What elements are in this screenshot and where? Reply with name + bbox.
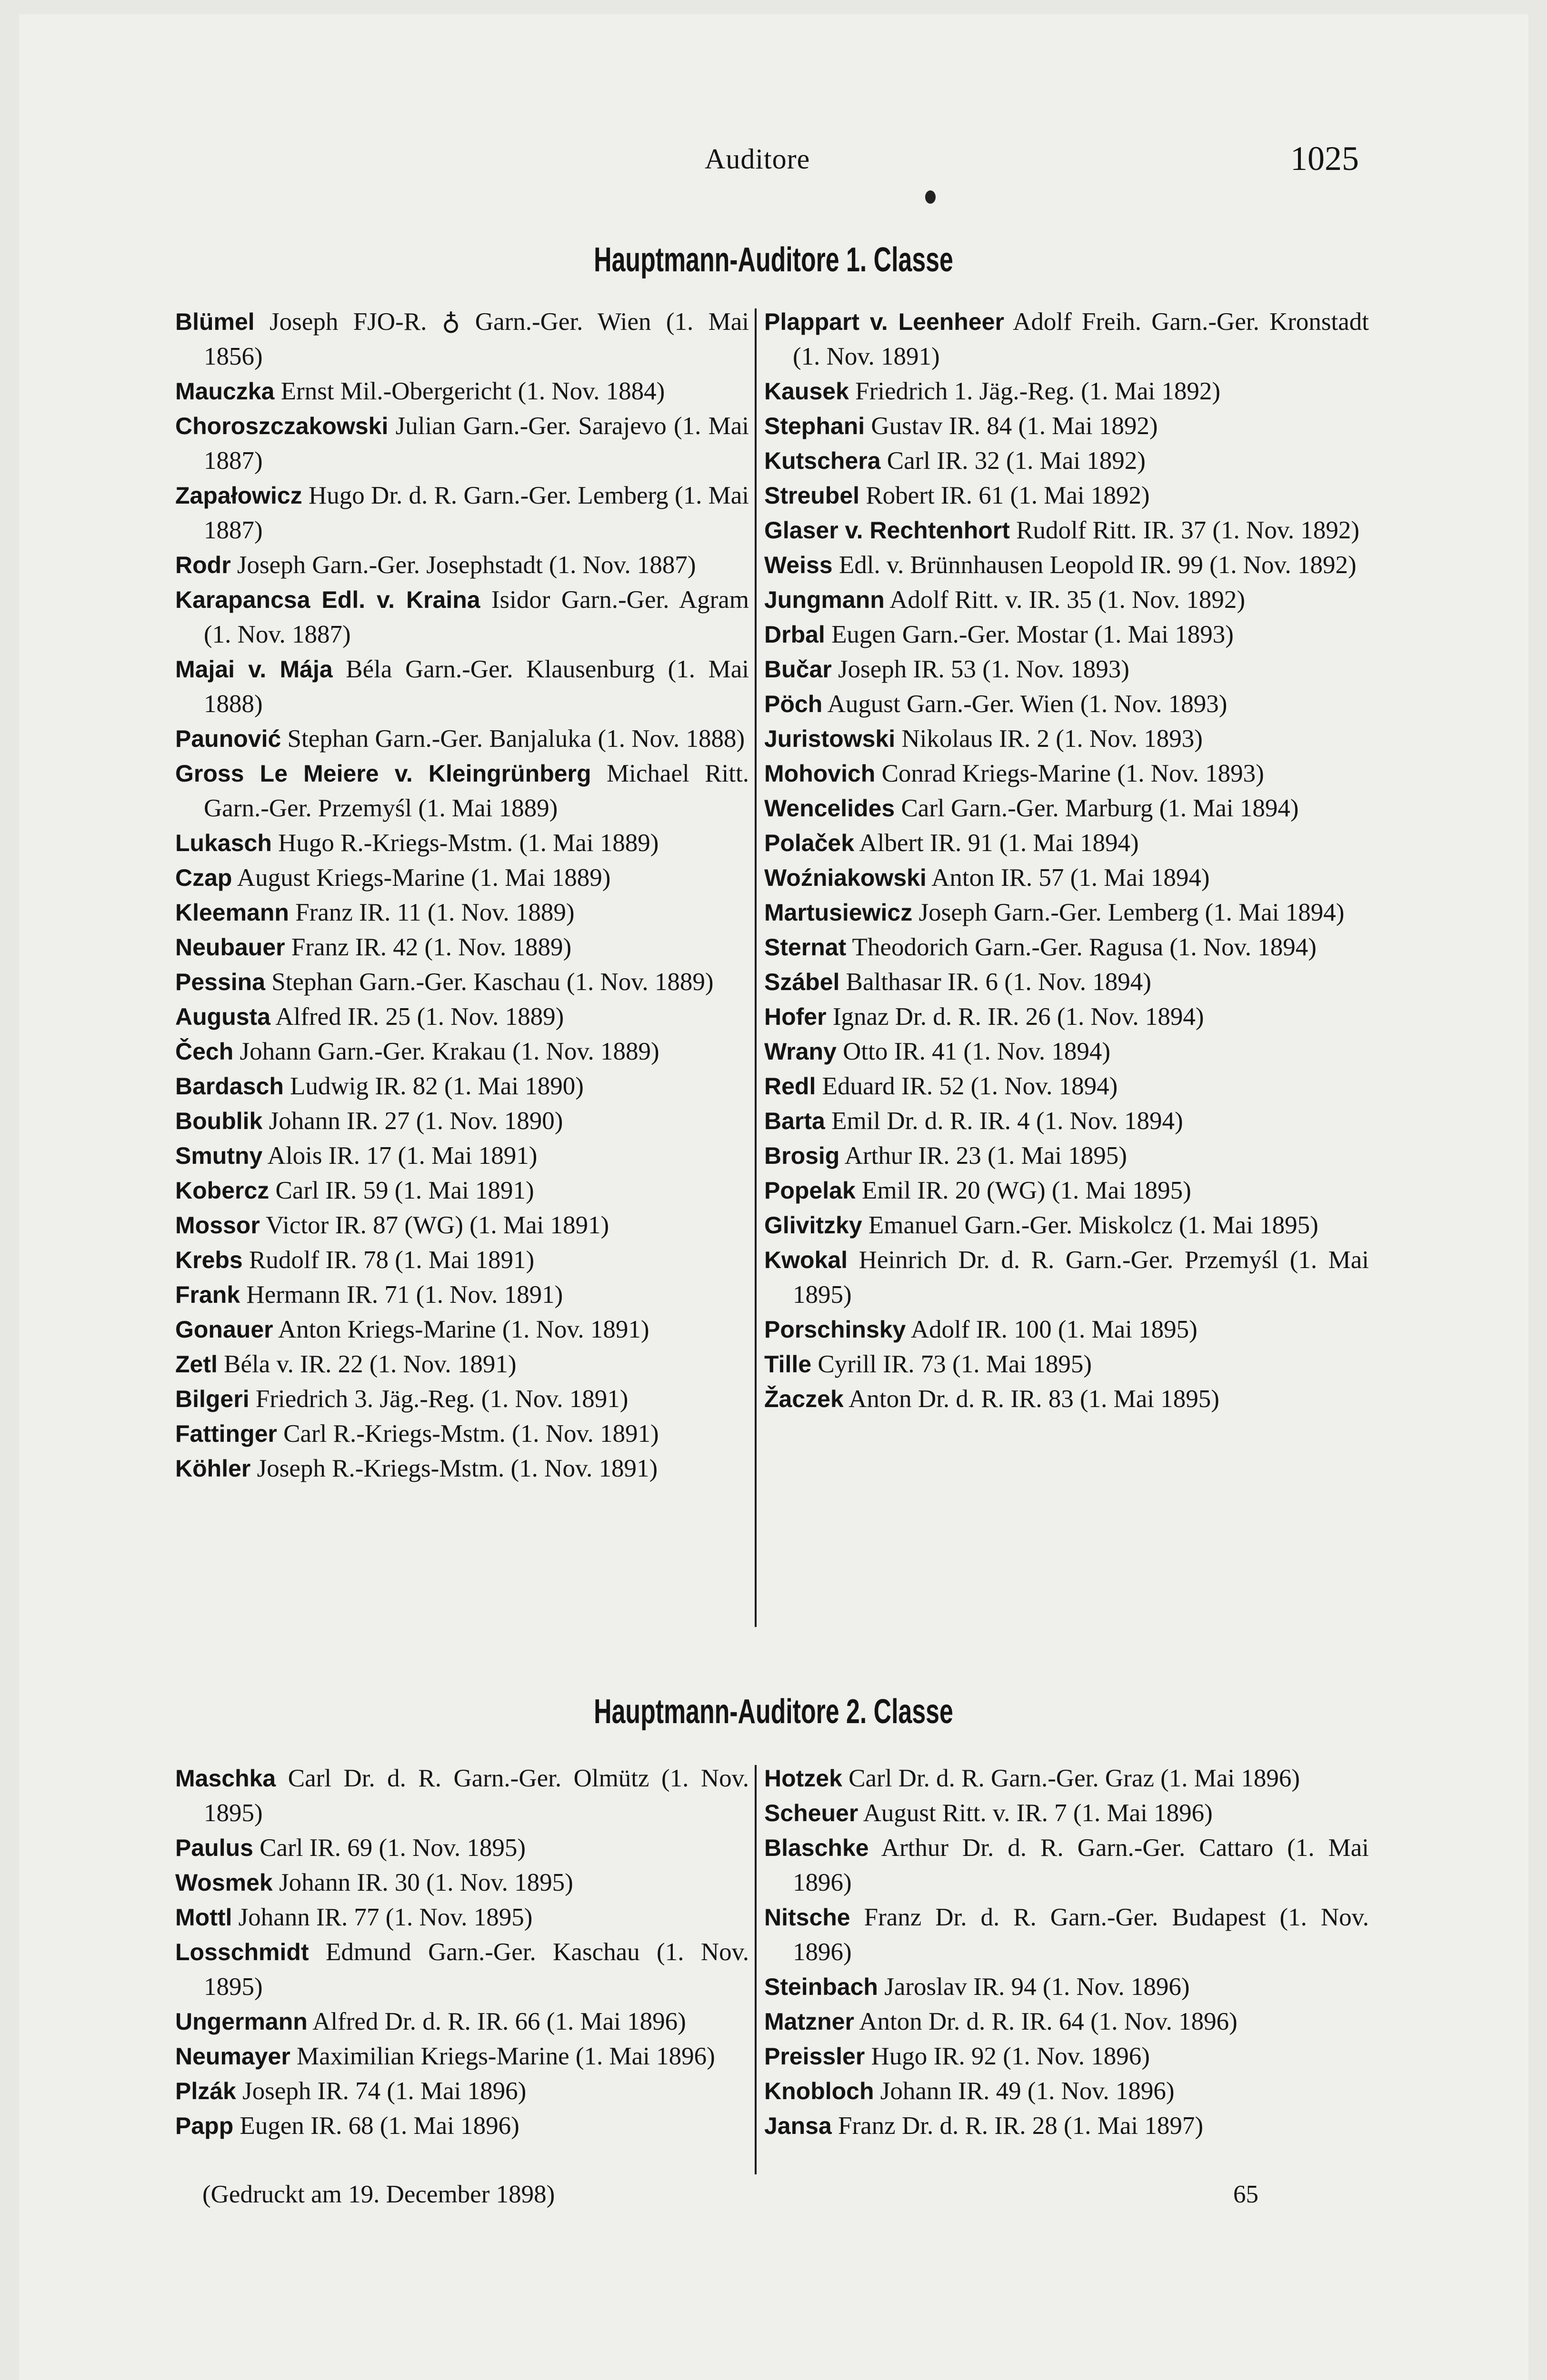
list-item (175, 1865, 749, 1900)
list-item (175, 1034, 749, 1069)
entry-surname: Zapałowicz (175, 482, 302, 509)
entry-details: Adolf Freih. Garn.-Ger. Kronstadt (1. Nov. 1891) (793, 308, 1369, 370)
list-item (175, 1243, 749, 1278)
entry-details: Emil Dr. d. R. IR. 4 (1. Nov. 1894) (825, 1107, 1183, 1135)
entry-details: August Kriegs-Marine (1. Mai 1889) (232, 864, 611, 892)
list-item (764, 374, 1369, 409)
list-item (175, 1761, 749, 1831)
list-item (175, 895, 749, 930)
list-item (175, 1451, 749, 1486)
entry-details: Eugen Garn.-Ger. Mostar (1. Mai 1893) (825, 621, 1234, 648)
list-item (764, 1970, 1369, 2004)
entry-surname: Fattinger (175, 1420, 277, 1447)
entry-surname: Maschka (175, 1765, 276, 1792)
list-item (764, 1382, 1369, 1417)
entry-surname: Kutschera (764, 447, 881, 474)
entry-details: Ignaz Dr. d. R. IR. 26 (1. Nov. 1894) (826, 1003, 1204, 1031)
entry-details: Anton Dr. d. R. IR. 64 (1. Nov. 1896) (854, 2008, 1238, 2035)
entry-details: Gustav IR. 84 (1. Mai 1892) (865, 412, 1158, 440)
list-item (175, 1000, 749, 1034)
column-rule-1 (755, 308, 757, 1627)
entry-details: Alois IR. 17 (1. Mai 1891) (262, 1142, 538, 1170)
list-item (764, 305, 1369, 374)
list-item (764, 1796, 1369, 1831)
list-item (175, 826, 749, 861)
list-item (764, 1139, 1369, 1173)
entry-surname: Czap (175, 864, 232, 891)
list-item (175, 2074, 749, 2109)
entry-surname: Neubauer (175, 934, 285, 961)
entry-details: Heinrich Dr. d. R. Garn.-Ger. Przemyśl (1. Mai 1895) (793, 1246, 1369, 1309)
entry-details: Theodorich Garn.-Ger. Ragusa (1. Nov. 1894) (846, 933, 1317, 961)
entry-surname: Smutny (175, 1142, 263, 1169)
entry-details: Johann IR. 49 (1. Nov. 1896) (874, 2077, 1175, 2105)
entry-surname: Ungermann (175, 2008, 308, 2035)
entry-details: Franz Dr. d. R. Garn.-Ger. Budapest (1. Nov. 1896) (793, 1904, 1369, 1966)
entry-details: Anton Dr. d. R. IR. 83 (1. Mai 1895) (843, 1385, 1219, 1413)
list-item (175, 1278, 749, 1312)
list-item (175, 1069, 749, 1104)
entry-details: Hermann IR. 71 (1. Nov. 1891) (240, 1281, 563, 1309)
list-item (175, 722, 749, 756)
entry-surname: Hotzek (764, 1765, 842, 1792)
entry-surname: Bilgeri (175, 1386, 250, 1412)
entry-surname: Glivitzky (764, 1212, 862, 1239)
list-item (175, 1417, 749, 1451)
entry-details: Rudolf IR. 78 (1. Mai 1891) (242, 1246, 535, 1274)
entry-surname: Brosig (764, 1142, 840, 1169)
entry-details: Adolf IR. 100 (1. Mai 1895) (906, 1316, 1198, 1343)
entry-surname: Nitsche (764, 1904, 850, 1931)
entry-details: Adolf Ritt. v. IR. 35 (1. Nov. 1892) (884, 586, 1245, 614)
entry-details: Isidor Garn.-Ger. Agram (1. Nov. 1887) (204, 586, 749, 648)
section-title-1: Hauptmann-Auditore 1. Classe (594, 241, 953, 279)
ornament-dot (925, 190, 936, 204)
entry-surname: Mottl (175, 1904, 232, 1931)
list-item (175, 756, 749, 826)
entry-details: Joseph R.-Kriegs-Mstm. (1. Nov. 1891) (250, 1455, 658, 1482)
list-item (764, 965, 1369, 1000)
entry-surname: Weiss (764, 552, 833, 578)
list-item (764, 1831, 1369, 1900)
entry-details: Alfred IR. 25 (1. Nov. 1889) (270, 1003, 564, 1031)
entry-details: Nikolaus IR. 2 (1. Nov. 1893) (895, 725, 1203, 753)
entry-surname: Kwokal (764, 1247, 848, 1273)
entry-details: Otto IR. 41 (1. Nov. 1894) (836, 1038, 1111, 1065)
entry-details: Hugo Dr. d. R. Garn.-Ger. Lemberg (1. Mai 1887) (204, 482, 749, 544)
entry-details: Edmund Garn.-Ger. Kaschau (1. Nov. 1895) (204, 1938, 749, 2001)
print-date: (Gedruckt am 19. December 1898) (202, 2181, 555, 2208)
list-item (175, 2004, 749, 2039)
entry-details: Béla Garn.-Ger. Klausenburg (1. Mai 1888) (204, 655, 749, 718)
list-item (764, 1173, 1369, 1208)
entry-surname: Szábel (764, 969, 840, 995)
entry-details: Balthasar IR. 6 (1. Nov. 1894) (839, 968, 1151, 996)
entry-surname: Stephani (764, 413, 865, 439)
entry-surname: Wencelides (764, 795, 895, 822)
entry-surname: Mauczka (175, 378, 275, 405)
entry-details: Franz IR. 42 (1. Nov. 1889) (285, 933, 572, 961)
list-item (764, 1069, 1369, 1104)
list-item (175, 1831, 749, 1865)
entry-surname: Lukasch (175, 830, 272, 856)
entry-details: Joseph IR. 74 (1. Mai 1896) (236, 2077, 527, 2105)
entry-surname: Pöch (764, 691, 823, 717)
list-item (764, 409, 1369, 444)
section-title-2: Hauptmann-Auditore 2. Classe (594, 1693, 953, 1731)
list-item (764, 930, 1369, 965)
entry-details: Carl IR. 32 (1. Mai 1892) (880, 447, 1146, 475)
entry-surname: Zetl (175, 1351, 218, 1378)
entry-surname: Pessina (175, 969, 266, 995)
section2-left-column (175, 1761, 749, 2143)
entry-details: Rudolf Ritt. IR. 37 (1. Nov. 1892) (1009, 516, 1360, 544)
entry-surname: Boublik (175, 1108, 263, 1134)
entry-details: Alfred Dr. d. R. IR. 66 (1. Mai 1896) (307, 2008, 686, 2035)
list-item (764, 652, 1369, 687)
entry-surname: Losschmidt (175, 1939, 309, 1965)
entry-details: Anton IR. 57 (1. Mai 1894) (926, 864, 1210, 892)
list-item (175, 583, 749, 652)
list-item (764, 1347, 1369, 1382)
entry-details: Arthur IR. 23 (1. Mai 1895) (839, 1142, 1127, 1170)
list-item (764, 722, 1369, 756)
entry-details: Emanuel Garn.-Ger. Miskolcz (1. Mai 1895) (862, 1211, 1318, 1239)
list-item (764, 2004, 1369, 2039)
entry-details: Franz IR. 11 (1. Nov. 1889) (289, 899, 575, 926)
entry-details: Albert IR. 91 (1. Mai 1894) (854, 829, 1139, 857)
entry-surname: Wosmek (175, 1869, 273, 1896)
list-item (175, 2109, 749, 2143)
entry-details: Johann Garn.-Ger. Krakau (1. Nov. 1889) (233, 1038, 659, 1065)
list-item (175, 930, 749, 965)
running-head: Auditore (705, 143, 810, 175)
list-item (175, 1347, 749, 1382)
entry-surname: Paunović (175, 725, 281, 752)
list-item (764, 513, 1369, 548)
list-item (764, 826, 1369, 861)
entry-details: Ernst Mil.-Obergericht (1. Nov. 1884) (274, 377, 665, 405)
entry-surname: Kobercz (175, 1177, 269, 1204)
entry-details: Béla v. IR. 22 (1. Nov. 1891) (217, 1350, 517, 1378)
list-item (175, 1173, 749, 1208)
entry-surname: Plappart v. Leenheer (764, 308, 1004, 335)
entry-surname: Drbal (764, 621, 825, 648)
list-item (764, 1208, 1369, 1243)
entry-surname: Köhler (175, 1455, 251, 1482)
column-rule-2 (755, 1765, 757, 2174)
list-item (764, 478, 1369, 513)
entry-details: August Ritt. v. IR. 7 (1. Mai 1896) (858, 1799, 1213, 1827)
list-item (175, 1312, 749, 1347)
list-item (175, 1382, 749, 1417)
entry-surname: Polaček (764, 830, 855, 856)
entry-details: Eduard IR. 52 (1. Nov. 1894) (816, 1072, 1118, 1100)
entry-details: Carl Dr. d. R. Garn.-Ger. Graz (1. Mai 1896) (842, 1765, 1300, 1792)
list-item (764, 2109, 1369, 2143)
entry-details: Carl Dr. d. R. Garn.-Ger. Olmütz (1. Nov. 1895) (204, 1765, 749, 1827)
entry-details: Robert IR. 61 (1. Mai 1892) (859, 482, 1150, 509)
entry-surname: Porschinsky (764, 1316, 906, 1343)
list-item (764, 861, 1369, 895)
list-item (175, 861, 749, 895)
list-item (175, 1139, 749, 1173)
sheet-signature: 65 (1233, 2181, 1258, 2208)
list-item (764, 687, 1369, 722)
list-item (175, 374, 749, 409)
entry-details: Jaroslav IR. 94 (1. Nov. 1896) (878, 1973, 1190, 2001)
list-item (175, 1900, 749, 1935)
entry-surname: Blaschke (764, 1835, 869, 1861)
list-item (764, 548, 1369, 583)
section2-right-column (764, 1761, 1369, 2143)
list-item (175, 305, 749, 374)
list-item (764, 756, 1369, 791)
entry-surname: Tille (764, 1351, 812, 1378)
entry-details: Anton Kriegs-Marine (1. Nov. 1891) (273, 1316, 649, 1343)
entry-surname: Paulus (175, 1835, 253, 1861)
list-item (764, 791, 1369, 826)
list-item (175, 2039, 749, 2074)
entry-details: August Garn.-Ger. Wien (1. Nov. 1893) (822, 690, 1228, 718)
list-item (764, 1104, 1369, 1139)
entry-surname: Plzák (175, 2078, 236, 2104)
list-item (175, 1935, 749, 2004)
entry-surname: Matzner (764, 2008, 854, 2035)
entry-surname: Jungmann (764, 586, 885, 613)
list-item (764, 1034, 1369, 1069)
entry-details: Friedrich 3. Jäg.-Reg. (1. Nov. 1891) (249, 1385, 629, 1413)
entry-surname: Majai v. Mája (175, 656, 333, 683)
entry-surname: Juristowski (764, 725, 896, 752)
section1-right-column (764, 305, 1369, 1417)
entry-details: Julian Garn.-Ger. Sarajevo (1. Mai 1887) (204, 412, 749, 475)
entry-surname: Kleemann (175, 899, 289, 926)
entry-details: Victor IR. 87 (WG) (1. Mai 1891) (259, 1211, 609, 1239)
entry-surname: Bardasch (175, 1073, 284, 1100)
entry-details: Hugo IR. 92 (1. Nov. 1896) (865, 2043, 1150, 2070)
entry-surname: Barta (764, 1108, 825, 1134)
entry-surname: Gross Le Meiere v. Kleingrünberg (175, 760, 591, 787)
list-item (175, 478, 749, 548)
entry-details: Stephan Garn.-Ger. Kaschau (1. Nov. 1889) (265, 968, 714, 996)
list-item (764, 617, 1369, 652)
entry-details: Emil IR. 20 (WG) (1. Mai 1895) (855, 1177, 1191, 1204)
entry-surname: Mossor (175, 1212, 260, 1239)
entry-surname: Rodr (175, 552, 231, 578)
entry-details: Arthur Dr. d. R. Garn.-Ger. Cattaro (1. Mai 1896) (793, 1834, 1369, 1896)
entry-details: Joseph FJO-R. ♁ Garn.-Ger. Wien (1. Mai 1856) (204, 308, 749, 370)
list-item (764, 1000, 1369, 1034)
entry-details: Stephan Garn.-Ger. Banjaluka (1. Nov. 1888) (281, 725, 745, 753)
list-item (175, 548, 749, 583)
entry-surname: Glaser v. Rechtenhort (764, 517, 1010, 544)
entry-surname: Neumayer (175, 2043, 290, 2070)
entry-surname: Kausek (764, 378, 849, 405)
entry-surname: Knobloch (764, 2078, 874, 2104)
entry-surname: Hofer (764, 1003, 827, 1030)
entry-details: Johann IR. 30 (1. Nov. 1895) (272, 1869, 573, 1896)
entry-surname: Papp (175, 2112, 234, 2139)
entry-details: Johann IR. 27 (1. Nov. 1890) (262, 1107, 563, 1135)
entry-surname: Čech (175, 1038, 234, 1065)
entry-details: Ludwig IR. 82 (1. Mai 1890) (283, 1072, 584, 1100)
entry-surname: Gonauer (175, 1316, 273, 1343)
entry-surname: Choroszczakowski (175, 413, 389, 439)
entry-details: Edl. v. Brünnhausen Leopold IR. 99 (1. Nov. 1892) (832, 551, 1357, 579)
entry-surname: Frank (175, 1281, 240, 1308)
entry-details: Carl R.-Kriegs-Mstm. (1. Nov. 1891) (277, 1420, 659, 1448)
entry-details: Cyrill IR. 73 (1. Mai 1895) (811, 1350, 1092, 1378)
entry-details: Carl IR. 69 (1. Nov. 1895) (253, 1834, 526, 1862)
entry-surname: Redl (764, 1073, 816, 1100)
entry-surname: Woźniakowski (764, 864, 927, 891)
list-item (175, 965, 749, 1000)
entry-surname: Blümel (175, 308, 255, 335)
entry-surname: Sternat (764, 934, 847, 961)
entry-details: Carl IR. 59 (1. Mai 1891) (269, 1177, 534, 1204)
entry-surname: Wrany (764, 1038, 837, 1065)
list-item (764, 2074, 1369, 2109)
entry-details: Joseph Garn.-Ger. Lemberg (1. Mai 1894) (912, 899, 1345, 926)
list-item (175, 1208, 749, 1243)
section1-left-column (175, 305, 749, 1486)
list-item (764, 1243, 1369, 1312)
list-item (764, 1761, 1369, 1796)
list-item (764, 1900, 1369, 1970)
entry-details: Johann IR. 77 (1. Nov. 1895) (232, 1904, 533, 1931)
list-item (764, 583, 1369, 617)
entry-surname: Mohovich (764, 760, 876, 787)
entry-details: Hugo R.-Kriegs-Mstm. (1. Mai 1889) (271, 829, 659, 857)
entry-surname: Streubel (764, 482, 860, 509)
entry-details: Friedrich 1. Jäg.-Reg. (1. Mai 1892) (848, 377, 1221, 405)
entry-surname: Preissler (764, 2043, 865, 2070)
list-item (764, 1312, 1369, 1347)
entry-surname: Jansa (764, 2112, 832, 2139)
entry-details: Maximilian Kriegs-Marine (1. Mai 1896) (290, 2043, 715, 2070)
entry-surname: Augusta (175, 1003, 270, 1030)
entry-details: Michael Ritt. Garn.-Ger. Przemyśl (1. Mai 1889) (204, 760, 749, 822)
entry-details: Joseph IR. 53 (1. Nov. 1893) (831, 655, 1129, 683)
entry-surname: Krebs (175, 1247, 243, 1273)
list-item (175, 409, 749, 478)
entry-surname: Bučar (764, 656, 832, 683)
entry-surname: Popelak (764, 1177, 856, 1204)
entry-surname: Steinbach (764, 1973, 878, 2000)
entry-details: Joseph Garn.-Ger. Josephstadt (1. Nov. 1887) (230, 551, 696, 579)
list-item (175, 1104, 749, 1139)
list-item (764, 895, 1369, 930)
entry-surname: Martusiewicz (764, 899, 913, 926)
entry-surname: Scheuer (764, 1800, 858, 1826)
entry-surname: Karapancsa Edl. v. Kraina (175, 586, 480, 613)
list-item (764, 2039, 1369, 2074)
entry-surname: Žaczek (764, 1386, 844, 1412)
entry-details: Eugen IR. 68 (1. Mai 1896) (233, 2112, 519, 2140)
entry-details: Franz Dr. d. R. IR. 28 (1. Mai 1897) (831, 2112, 1203, 2140)
entry-details: Carl Garn.-Ger. Marburg (1. Mai 1894) (895, 794, 1299, 822)
entry-details: Conrad Kriegs-Marine (1. Nov. 1893) (875, 760, 1264, 787)
list-item (175, 652, 749, 722)
list-item (764, 444, 1369, 478)
page-number: 1025 (1290, 139, 1359, 178)
